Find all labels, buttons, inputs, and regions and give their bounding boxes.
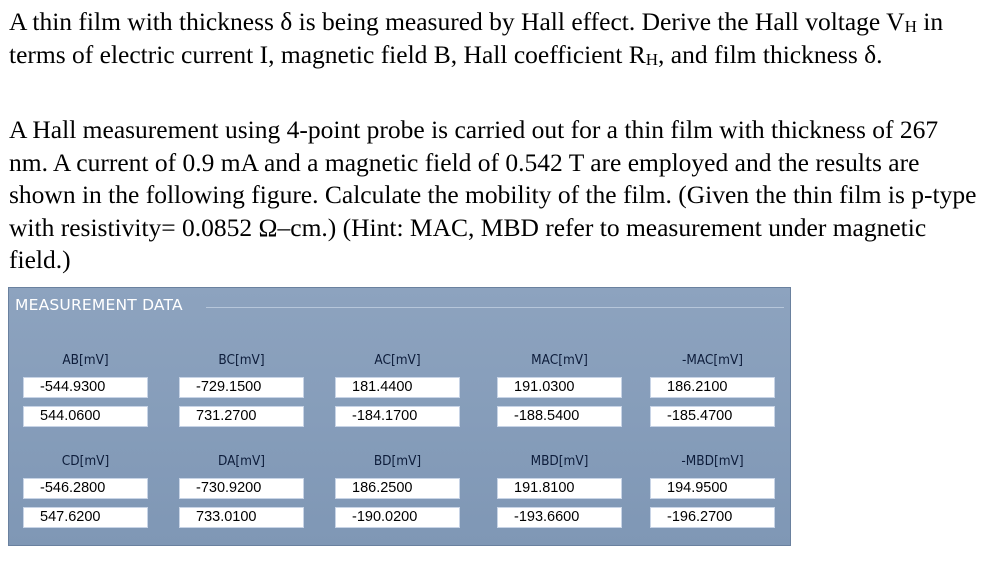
- q1-text-middle: in terms of electric current I, magnetic field B, Hall coefficient R: [9, 7, 944, 69]
- column-header: AB[mV]: [62, 352, 109, 368]
- value-field: 544.0600: [23, 406, 148, 427]
- column-ac: [335, 350, 460, 427]
- value-field: -184.1700: [335, 406, 460, 427]
- value-field: -190.0200: [335, 507, 460, 528]
- column-mac: [497, 350, 622, 427]
- value-field: 194.9500: [650, 478, 775, 499]
- column-header: MBD[mV]: [530, 453, 589, 469]
- column-da: [179, 451, 304, 528]
- column-neg-mac: [650, 350, 775, 427]
- column-header: -MBD[mV]: [681, 453, 744, 469]
- value-field: -188.5400: [497, 406, 622, 427]
- panel-title: MEASUREMENT DATA: [15, 296, 183, 314]
- value-field: 191.0300: [497, 377, 622, 398]
- q1-text-start: A thin film with thickness δ is being measured by Hall effect. Derive the Hall voltage V: [9, 7, 905, 36]
- column-neg-mbd: [650, 451, 775, 528]
- column-ab: [23, 350, 148, 427]
- q1-text-end: , and film thickness δ.: [658, 39, 883, 69]
- value-field: 547.6200: [23, 507, 148, 528]
- value-field: 731.2700: [179, 406, 304, 427]
- column-header: -MAC[mV]: [681, 352, 744, 368]
- q1-subscript-h-2: H: [645, 49, 659, 69]
- column-header: BC[mV]: [218, 352, 265, 368]
- column-header: CD[mV]: [61, 453, 110, 469]
- column-bd: [335, 451, 460, 528]
- question-part-2: A Hall measurement using 4-point probe is carried out for a thin film with thickness of 267 nm. A current of 0.9 mA and a magnetic field of 0.542 T are employed and the results are shown in the following figure. Calculate the mobility of the film. (Given the thin film is p-type with resistivity= 0.0852 Ω–cm.) (Hint: MAC, MBD refer to measurement under magnetic field.): [9, 115, 977, 274]
- column-cd: [23, 451, 148, 528]
- value-field: -546.2800: [23, 478, 148, 499]
- value-field: -193.6600: [497, 507, 622, 528]
- panel-title-divider: [206, 307, 784, 308]
- column-header: MAC[mV]: [531, 352, 588, 368]
- value-field: -544.9300: [23, 377, 148, 398]
- value-field: 186.2500: [335, 478, 460, 499]
- question-part-1: [9, 6, 974, 71]
- column-header: AC[mV]: [374, 352, 421, 368]
- value-field: 181.4400: [335, 377, 460, 398]
- column-mbd: [497, 451, 622, 528]
- column-header: BD[mV]: [373, 453, 422, 469]
- value-field: -196.2700: [650, 507, 775, 528]
- value-field: -185.4700: [650, 406, 775, 427]
- value-field: 733.0100: [179, 507, 304, 528]
- q1-subscript-h-1: H: [904, 17, 917, 36]
- measurement-data-panel: [8, 287, 791, 546]
- value-field: 186.2100: [650, 377, 775, 398]
- column-bc: [179, 350, 304, 427]
- column-header: DA[mV]: [217, 453, 266, 469]
- value-field: -729.1500: [179, 377, 304, 398]
- value-field: 191.8100: [497, 478, 622, 499]
- value-field: -730.9200: [179, 478, 304, 499]
